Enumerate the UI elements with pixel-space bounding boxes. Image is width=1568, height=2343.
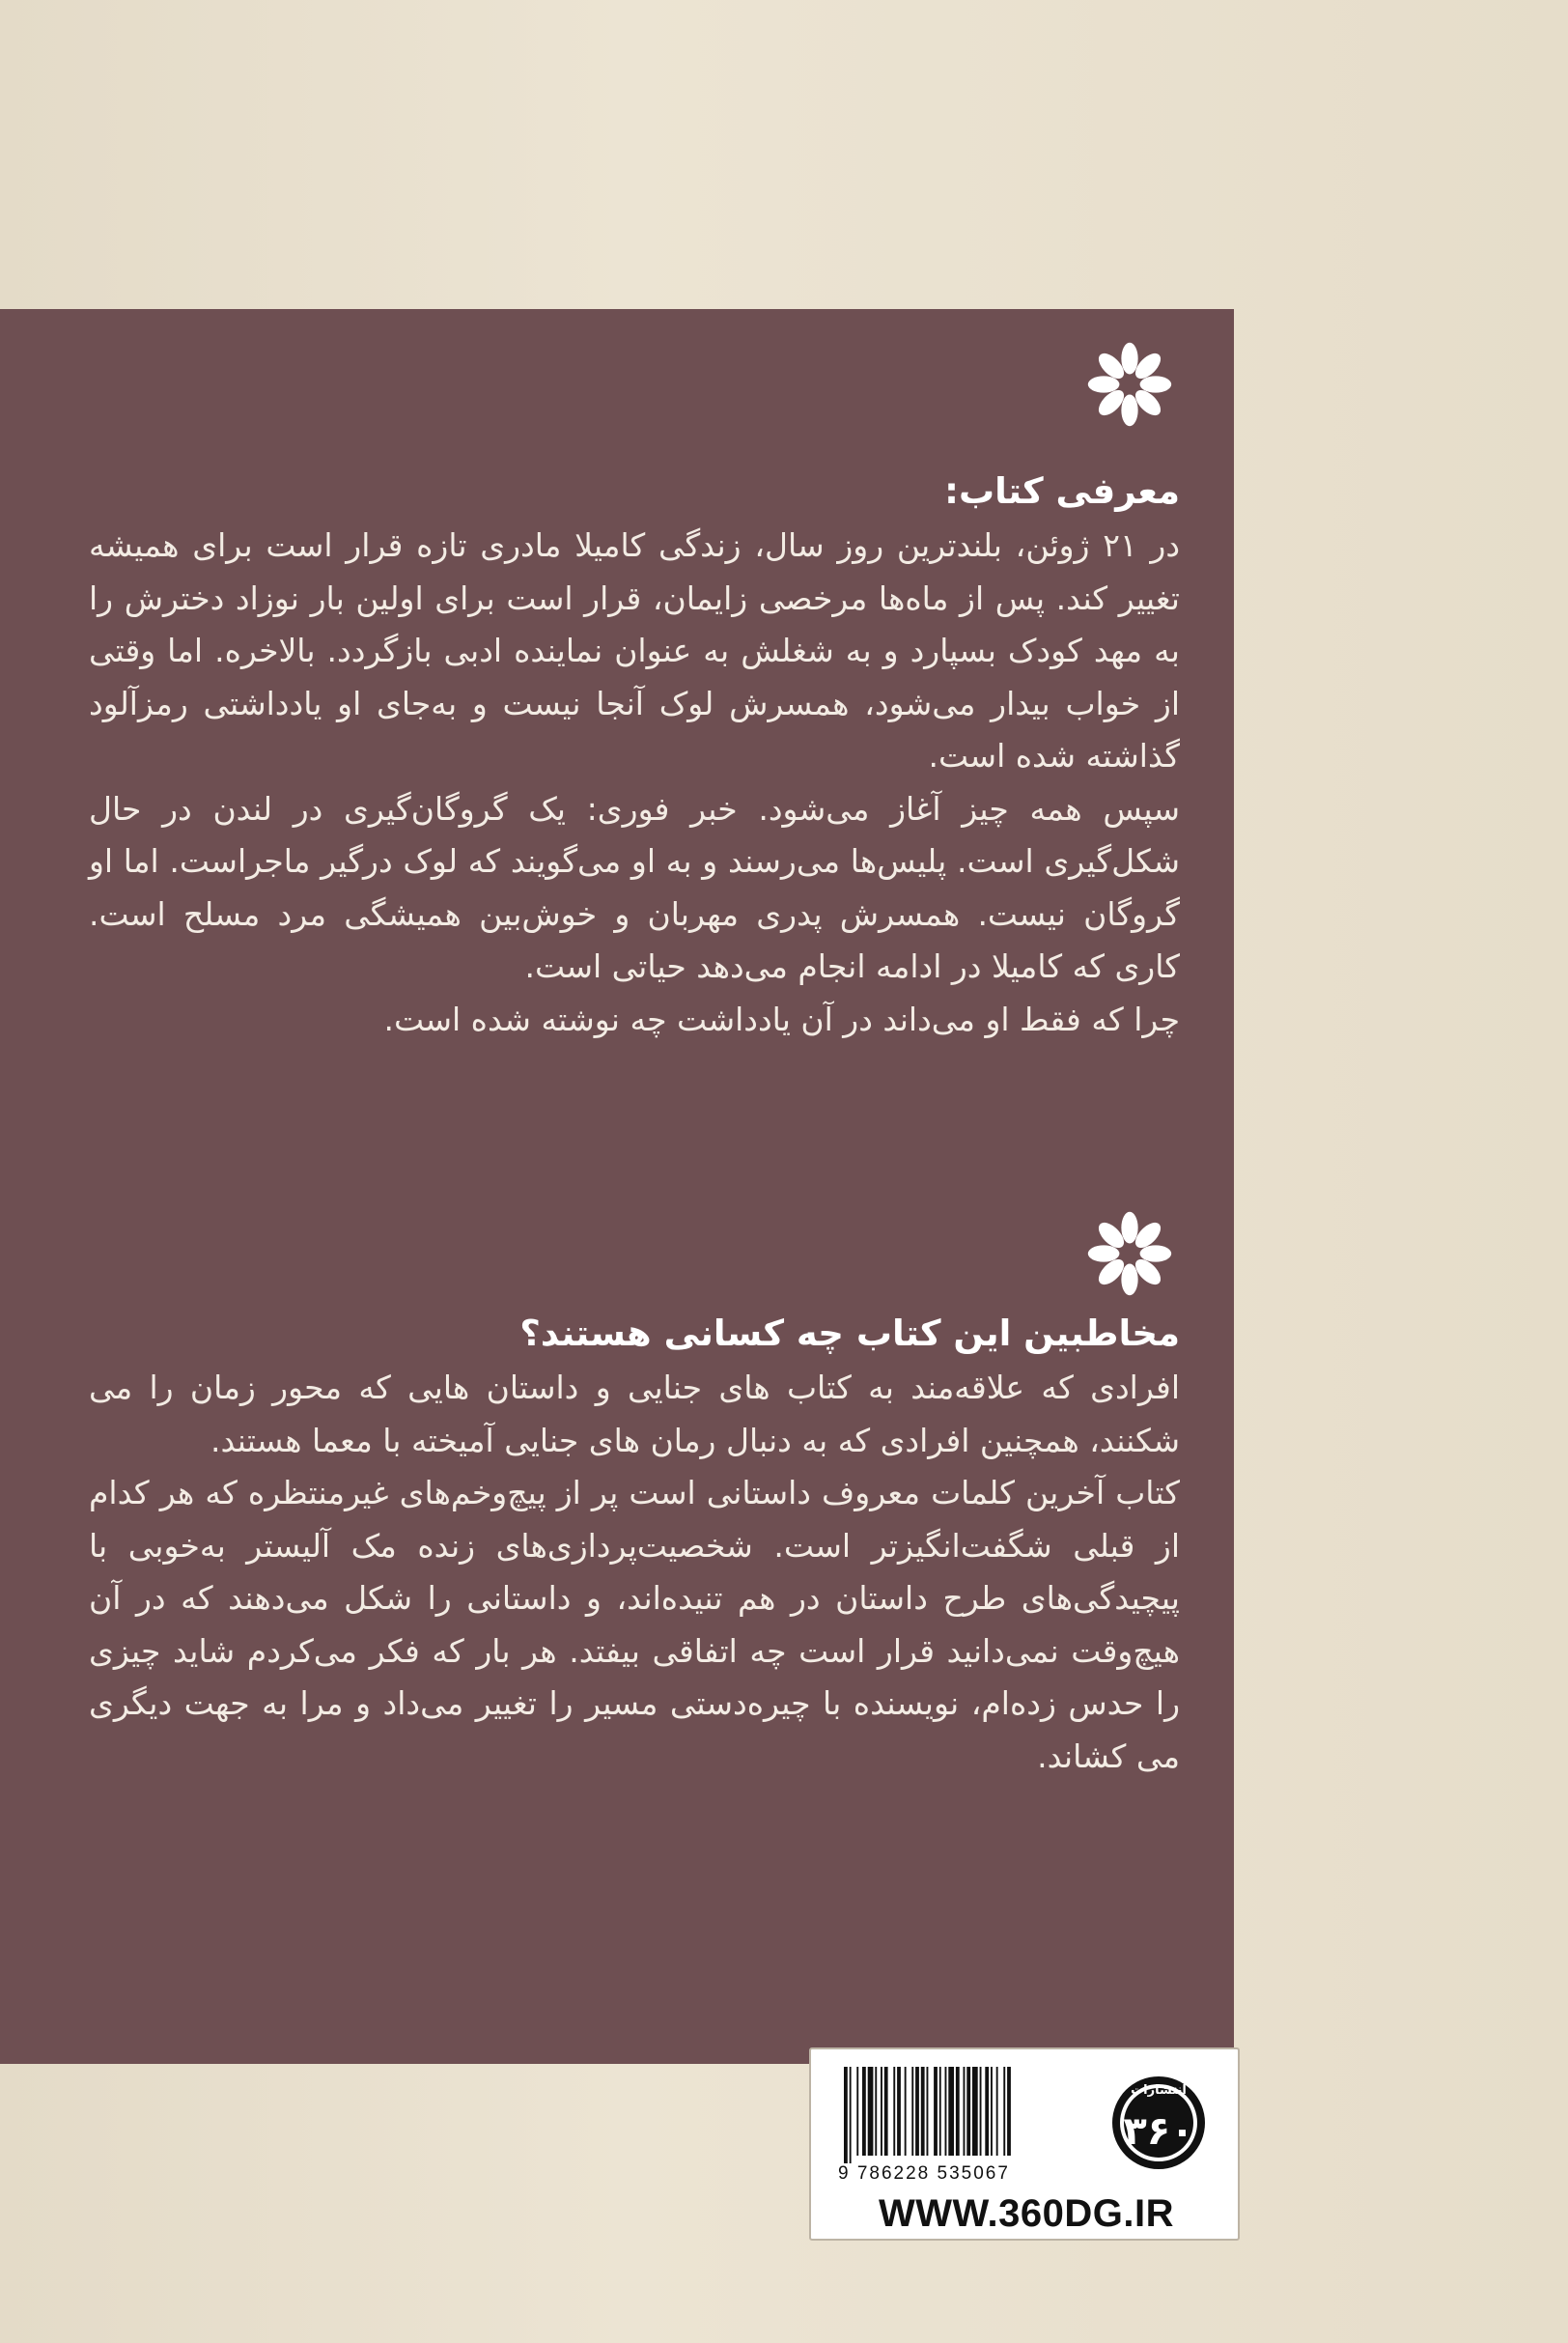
flower-ornament-icon	[1083, 338, 1176, 431]
publisher-360-logo	[1101, 2067, 1217, 2173]
barcode-bar	[850, 2067, 852, 2163]
barcode-bar	[956, 2067, 960, 2156]
intro-paragraph-1: در ۲۱ ژوئن، بلندترین روز سال، زندگی کامیلا مادری تازه قرار است برای همیشه تغییر کند. پس از ماه‌ها مرخصی زایمان، قرار است برای اولین بار نوزاد دخترش را به مهد کودک بسپارد و به شغلش به عنوان نماینده ادبی بازگردد. بالاخره. اما وقتی از خواب بیدار می‌شود، همسرش لوک آنجا نیست و به‌جای او یادداشتی رمزآلود گذاشته شده است.	[89, 526, 1181, 775]
audience-paragraph-2: کتاب آخرین کلمات معروف داستانی است پر از پیچ‌وخم‌های غیرمنتظره که هر کدام از قبلی شگفت‌انگیزتر است. شخصیت‌پردازی‌های زنده مک آلیستر به‌خوبی با پیچیدگی‌های طرح داستان در هم تنیده‌اند، و داستانی را شکل می‌دهند که در آن هیچ‌وقت نمی‌دانید قرار است چه اتفاقی بیفتد. هر بار که فکر می‌کردم شاید چیزی را حدس زده‌ام، نویسنده با چیره‌دستی مسیر را تغییر می‌داد و مرا به جهت دیگری می کشاند.	[89, 1474, 1180, 1775]
audience-heading: مخاطبین این کتاب چه کسانی هستند؟	[519, 1313, 1180, 1354]
barcode-bar	[966, 2067, 970, 2156]
intro-paragraph-2: سپس همه چیز آغاز می‌شود. خبر فوری: یک گروگان‌گیری در لندن در حال شکل‌گیری است. پلیس‌ها می‌رسند و به او می‌گویند که لوک درگیر ماجراست. اما او گروگان نیست. همسرش پدری مهربان و خوش‌بین همیشگی مرد مسلح است. کاری که کامیلا در ادامه انجام می‌دهد حیاتی است.	[89, 789, 1180, 985]
publisher-number: ۳۶۰	[1123, 2109, 1194, 2154]
barcode-bar	[881, 2067, 882, 2156]
publisher-website: WWW.360DG.IR	[878, 2192, 1175, 2235]
barcode-bar	[948, 2067, 954, 2156]
barcode-bar	[1003, 2067, 1005, 2156]
barcode-bar	[972, 2067, 978, 2156]
barcode-bar	[905, 2067, 907, 2156]
barcode-bar	[921, 2067, 925, 2156]
isbn-number: 9 786228 535067	[838, 2163, 1010, 2184]
barcode-label	[809, 2047, 1240, 2241]
audience-paragraph-1: افرادی که علاقه‌مند به کتاب های جنایی و داستان هایی که محور زمان را می شکنند، همچنین افرادی که به دنبال رمان های جنایی آمیخته با معما هستند.	[89, 1369, 1180, 1459]
publisher-label: انتشارات	[1131, 2083, 1187, 2098]
barcode-bar	[862, 2067, 866, 2156]
barcode-bar	[927, 2067, 929, 2156]
barcode-bar	[897, 2067, 901, 2156]
intro-heading: معرفی کتاب:	[944, 470, 1180, 512]
barcode-bar	[985, 2067, 989, 2156]
barcode-bar	[945, 2067, 947, 2156]
barcode-bar	[980, 2067, 982, 2156]
barcode-bar	[875, 2067, 877, 2156]
intro-paragraph-3: چرا که فقط او می‌داند در آن یادداشت چه نوشته شده است.	[383, 1000, 1180, 1038]
barcode-bar	[844, 2067, 848, 2163]
barcode-bar	[893, 2067, 895, 2156]
barcode-bar	[1007, 2067, 1011, 2156]
barcode-bar	[939, 2067, 941, 2156]
flower-ornament-icon	[1083, 1207, 1176, 1300]
barcode-bar	[868, 2067, 874, 2156]
barcode-bar	[964, 2067, 966, 2156]
barcode-bar	[911, 2067, 913, 2156]
barcode-bar	[915, 2067, 919, 2156]
barcode-bar	[996, 2067, 998, 2156]
barcode-bar	[991, 2067, 993, 2156]
barcode-bar	[934, 2067, 938, 2156]
barcode-bar	[884, 2067, 888, 2156]
intro-section	[89, 464, 1180, 1046]
barcode-icon	[842, 2067, 1095, 2163]
audience-section	[89, 1306, 1180, 1783]
barcode-bar	[856, 2067, 858, 2156]
